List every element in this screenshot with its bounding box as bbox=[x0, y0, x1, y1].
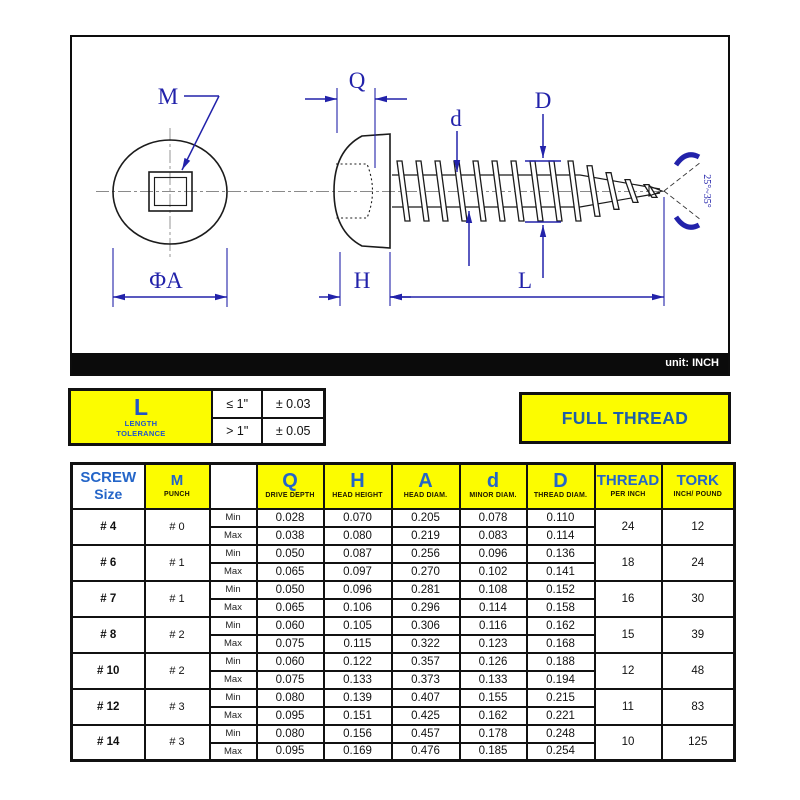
col-header-sub: INCH/ POUND bbox=[673, 490, 722, 498]
col-header-sub: DRIVE DEPTH bbox=[265, 492, 315, 500]
spec-value-cell: 0.152 bbox=[527, 581, 595, 599]
tolerance-subtitle: LENGTH TOLERANCE bbox=[116, 418, 166, 439]
screw-size-cell: # 6 bbox=[72, 545, 145, 581]
col-header-main: SCREW bbox=[80, 468, 137, 486]
tip-angle-arc-bottom bbox=[676, 217, 699, 227]
spec-value-cell: 0.050 bbox=[257, 581, 324, 599]
screw-technical-drawing bbox=[72, 37, 728, 374]
thread-per-inch-cell: 15 bbox=[595, 617, 662, 653]
col-header-sub: PUNCH bbox=[164, 490, 190, 498]
spec-value-cell: 0.106 bbox=[324, 599, 392, 617]
spec-value-cell: 0.141 bbox=[527, 563, 595, 581]
thread-blade bbox=[435, 161, 448, 221]
thread-per-inch-cell: 10 bbox=[595, 725, 662, 761]
col-header-sub: MINOR DIAM. bbox=[469, 492, 517, 500]
thread-per-inch-cell: 18 bbox=[595, 545, 662, 581]
tip-angle-arc-top bbox=[676, 155, 699, 165]
spec-value-cell: 0.254 bbox=[527, 743, 595, 761]
screw-size-cell: # 4 bbox=[72, 509, 145, 545]
spec-value-cell: 0.221 bbox=[527, 707, 595, 725]
max-label-cell: Max bbox=[210, 527, 257, 545]
thread-per-inch-cell: 24 bbox=[595, 509, 662, 545]
spec-value-cell: 0.097 bbox=[324, 563, 392, 581]
col-header-minmax bbox=[210, 464, 257, 509]
spec-value-cell: 0.080 bbox=[257, 689, 324, 707]
min-label-cell: Min bbox=[210, 725, 257, 743]
technical-drawing-frame bbox=[70, 35, 730, 376]
spec-value-cell: 0.248 bbox=[527, 725, 595, 743]
length-tolerance-box bbox=[68, 388, 326, 446]
spec-value-cell: 0.083 bbox=[460, 527, 527, 545]
max-label-cell: Max bbox=[210, 743, 257, 761]
tolerance-value: ± 0.03 bbox=[261, 391, 323, 417]
spec-value-cell: 0.095 bbox=[257, 743, 324, 761]
spec-value-cell: 0.136 bbox=[527, 545, 595, 563]
spec-value-cell: 0.096 bbox=[324, 581, 392, 599]
spec-value-cell: 0.028 bbox=[257, 509, 324, 527]
min-label-cell: Min bbox=[210, 653, 257, 671]
col-header-sub: HEAD HEIGHT bbox=[332, 492, 383, 500]
spec-value-cell: 0.116 bbox=[460, 617, 527, 635]
spec-value-cell: 0.194 bbox=[527, 671, 595, 689]
spec-value-cell: 0.168 bbox=[527, 635, 595, 653]
max-label-cell: Max bbox=[210, 707, 257, 725]
col-header-screw-size bbox=[72, 464, 145, 509]
punch-size-cell: # 1 bbox=[145, 545, 210, 581]
spec-value-cell: 0.080 bbox=[257, 725, 324, 743]
thread-blade bbox=[416, 161, 429, 221]
punch-size-cell: # 1 bbox=[145, 581, 210, 617]
col-header-main: M bbox=[170, 472, 184, 490]
col-header-sub: PER INCH bbox=[610, 490, 646, 498]
col-header-sub: HEAD DIAM. bbox=[403, 492, 448, 500]
spec-value-cell: 0.105 bbox=[324, 617, 392, 635]
col-header-m-punch bbox=[145, 464, 210, 509]
col-header-sub: THREAD DIAM. bbox=[533, 492, 588, 500]
spec-value-cell: 0.060 bbox=[257, 653, 324, 671]
spec-value-cell: 0.115 bbox=[324, 635, 392, 653]
label-d-minor: d bbox=[450, 106, 462, 131]
full-thread-label: FULL THREAD bbox=[561, 407, 689, 428]
spec-value-cell: 0.123 bbox=[460, 635, 527, 653]
thread-per-inch-cell: 16 bbox=[595, 581, 662, 617]
col-header-dd bbox=[527, 464, 595, 509]
head-side-profile bbox=[334, 134, 390, 248]
tork-cell: 125 bbox=[662, 725, 735, 761]
min-label-cell: Min bbox=[210, 509, 257, 527]
col-header-h bbox=[324, 464, 392, 509]
spec-value-cell: 0.219 bbox=[392, 527, 460, 545]
thread-core-lines bbox=[392, 175, 660, 207]
spec-value-cell: 0.281 bbox=[392, 581, 460, 599]
thread-per-inch-cell: 11 bbox=[595, 689, 662, 725]
col-header-main: A bbox=[418, 470, 433, 493]
punch-size-cell: # 2 bbox=[145, 653, 210, 689]
col-header-main: THREAD bbox=[596, 472, 660, 490]
label-m: M bbox=[157, 84, 179, 109]
col-header-main: TORK bbox=[676, 472, 719, 490]
spec-value-cell: 0.185 bbox=[460, 743, 527, 761]
spec-value-cell: 0.108 bbox=[460, 581, 527, 599]
screw-size-cell: # 12 bbox=[72, 689, 145, 725]
screw-spec-table bbox=[70, 462, 736, 762]
label-h: H bbox=[353, 268, 371, 293]
max-label-cell: Max bbox=[210, 563, 257, 581]
unit-bar bbox=[72, 353, 728, 374]
screw-size-cell: # 10 bbox=[72, 653, 145, 689]
spec-value-cell: 0.050 bbox=[257, 545, 324, 563]
min-label-cell: Min bbox=[210, 545, 257, 563]
punch-size-cell: # 0 bbox=[145, 509, 210, 545]
spec-value-cell: 0.133 bbox=[460, 671, 527, 689]
col-header-d bbox=[460, 464, 527, 509]
col-header-q bbox=[257, 464, 324, 509]
spec-value-cell: 0.102 bbox=[460, 563, 527, 581]
recess-hidden-outline bbox=[336, 164, 373, 218]
spec-value-cell: 0.139 bbox=[324, 689, 392, 707]
screw-size-cell: # 14 bbox=[72, 725, 145, 761]
spec-value-cell: 0.162 bbox=[460, 707, 527, 725]
tip-angle-dashed-lines bbox=[664, 162, 701, 220]
spec-row-min bbox=[72, 509, 735, 527]
thread-blade bbox=[397, 161, 410, 221]
spec-value-cell: 0.122 bbox=[324, 653, 392, 671]
spec-value-cell: 0.188 bbox=[527, 653, 595, 671]
thread-blade bbox=[511, 161, 524, 221]
spec-value-cell: 0.087 bbox=[324, 545, 392, 563]
label-tip-angle: 25°~35° bbox=[701, 174, 712, 208]
thread-blade bbox=[473, 161, 486, 221]
spec-value-cell: 0.075 bbox=[257, 635, 324, 653]
min-label-cell: Min bbox=[210, 689, 257, 707]
max-label-cell: Max bbox=[210, 635, 257, 653]
thread-blade bbox=[549, 161, 562, 221]
thread-blade bbox=[587, 166, 600, 216]
punch-size-cell: # 2 bbox=[145, 617, 210, 653]
min-label-cell: Min bbox=[210, 581, 257, 599]
spec-value-cell: 0.205 bbox=[392, 509, 460, 527]
min-label-cell: Min bbox=[210, 617, 257, 635]
spec-value-cell: 0.038 bbox=[257, 527, 324, 545]
spec-value-cell: 0.065 bbox=[257, 599, 324, 617]
spec-row-min bbox=[72, 653, 735, 671]
thread-blade bbox=[606, 173, 619, 210]
col-header-sub: Size bbox=[94, 486, 123, 503]
spec-value-cell: 0.096 bbox=[460, 545, 527, 563]
tork-cell: 30 bbox=[662, 581, 735, 617]
spec-value-cell: 0.357 bbox=[392, 653, 460, 671]
spec-row-min bbox=[72, 581, 735, 599]
spec-value-cell: 0.215 bbox=[527, 689, 595, 707]
tolerance-condition: > 1" bbox=[213, 417, 261, 443]
tolerance-title-cell bbox=[71, 391, 213, 443]
spec-row-min bbox=[72, 689, 735, 707]
punch-size-cell: # 3 bbox=[145, 725, 210, 761]
spec-value-cell: 0.133 bbox=[324, 671, 392, 689]
spec-value-cell: 0.110 bbox=[527, 509, 595, 527]
col-header-main: D bbox=[553, 470, 568, 493]
spec-value-cell: 0.322 bbox=[392, 635, 460, 653]
thread-per-inch-cell: 12 bbox=[595, 653, 662, 689]
spec-value-cell: 0.151 bbox=[324, 707, 392, 725]
spec-value-cell: 0.296 bbox=[392, 599, 460, 617]
spec-value-cell: 0.114 bbox=[527, 527, 595, 545]
spec-value-cell: 0.095 bbox=[257, 707, 324, 725]
thread-blade bbox=[492, 161, 505, 221]
unit-label: unit: INCH bbox=[665, 357, 719, 369]
spec-value-cell: 0.407 bbox=[392, 689, 460, 707]
spec-value-cell: 0.373 bbox=[392, 671, 460, 689]
spec-value-cell: 0.256 bbox=[392, 545, 460, 563]
max-label-cell: Max bbox=[210, 599, 257, 617]
col-header-tork bbox=[662, 464, 735, 509]
spec-row-min bbox=[72, 617, 735, 635]
tolerance-title: L bbox=[133, 393, 149, 420]
screw-size-cell: # 7 bbox=[72, 581, 145, 617]
tolerance-grid bbox=[213, 391, 323, 443]
spec-header-row bbox=[72, 464, 735, 509]
tolerance-value: ± 0.05 bbox=[261, 417, 323, 443]
spec-value-cell: 0.114 bbox=[460, 599, 527, 617]
spec-value-cell: 0.158 bbox=[527, 599, 595, 617]
spec-value-cell: 0.155 bbox=[460, 689, 527, 707]
spec-value-cell: 0.078 bbox=[460, 509, 527, 527]
col-header-thread bbox=[595, 464, 662, 509]
spec-value-cell: 0.270 bbox=[392, 563, 460, 581]
tork-cell: 39 bbox=[662, 617, 735, 653]
spec-value-cell: 0.156 bbox=[324, 725, 392, 743]
spec-value-cell: 0.178 bbox=[460, 725, 527, 743]
thread-blade bbox=[530, 161, 543, 221]
spec-value-cell: 0.075 bbox=[257, 671, 324, 689]
tork-cell: 83 bbox=[662, 689, 735, 725]
label-phi-a: ΦA bbox=[149, 268, 183, 293]
spec-value-cell: 0.476 bbox=[392, 743, 460, 761]
col-header-a bbox=[392, 464, 460, 509]
spec-value-cell: 0.070 bbox=[324, 509, 392, 527]
thread-blade bbox=[454, 161, 467, 221]
spec-value-cell: 0.080 bbox=[324, 527, 392, 545]
max-label-cell: Max bbox=[210, 671, 257, 689]
col-header-main: d bbox=[486, 470, 500, 493]
spec-value-cell: 0.065 bbox=[257, 563, 324, 581]
spec-row-min bbox=[72, 725, 735, 743]
spec-value-cell: 0.457 bbox=[392, 725, 460, 743]
thread-blade bbox=[568, 161, 581, 221]
full-thread-badge bbox=[519, 392, 731, 444]
spec-value-cell: 0.060 bbox=[257, 617, 324, 635]
label-q: Q bbox=[348, 68, 366, 93]
spec-value-cell: 0.425 bbox=[392, 707, 460, 725]
thread-blades bbox=[397, 161, 657, 221]
col-header-main: H bbox=[350, 470, 365, 493]
tolerance-condition: ≤ 1" bbox=[226, 397, 249, 411]
spec-value-cell: 0.306 bbox=[392, 617, 460, 635]
punch-size-cell: # 3 bbox=[145, 689, 210, 725]
tork-cell: 48 bbox=[662, 653, 735, 689]
tork-cell: 24 bbox=[662, 545, 735, 581]
col-header-main: Q bbox=[282, 470, 298, 493]
screw-size-cell: # 8 bbox=[72, 617, 145, 653]
spec-table-body bbox=[72, 509, 735, 761]
spec-value-cell: 0.169 bbox=[324, 743, 392, 761]
spec-row-min bbox=[72, 545, 735, 563]
label-l: L bbox=[517, 268, 533, 293]
tork-cell: 12 bbox=[662, 509, 735, 545]
spec-value-cell: 0.126 bbox=[460, 653, 527, 671]
label-d-major: D bbox=[534, 88, 552, 113]
spec-value-cell: 0.162 bbox=[527, 617, 595, 635]
